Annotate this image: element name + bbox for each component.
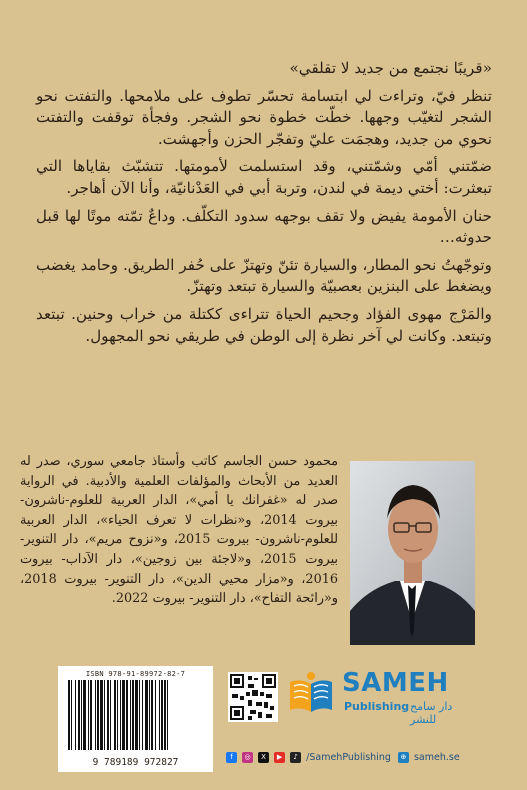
youtube-icon[interactable]: ▶ (274, 752, 285, 763)
excerpt-paragraph: والمَرْج مهوى الفؤاد وجحيم الحياة تتراءى ككتلة من خراب وحنين. تبتعد وتبتعد. وكانت لي آخر نظرة إلى الوطن في طريقي نحو المجهول. (36, 304, 492, 345)
instagram-icon[interactable]: ◎ (242, 752, 253, 763)
author-bio: محمود حسن الجاسم كاتب وأستاذ جامعي سوري، صدر له العديد من الأبحاث والمؤلفات العلمية والأدبية. في الرواية صدر له «غفرانك يا أمي»، الدار العربية للعلوم-ناشرون- بيروت 2014، و«نظرات لا تعرف الحياء»، الدار العربية للعلوم-ناشرون- بيروت 2015، و«نزوح مريم»، دار التنوير- بيروت 2015، و«لاجئة بين زوجين»، دار الآداب- بيروت 2016، و«مزار محيي الدين»، دار التنوير- بيروت 2018، و«رائحة التفاح»، دار التنوير- بيروت 2022. (20, 454, 338, 607)
excerpt-paragraph: حنان الأمومة يفيض ولا تقف بوجهه سدود التكلّف. وداعٌ تمّته موتًا لها قبل حدوثه… (36, 206, 492, 247)
globe-icon: ⊕ (398, 752, 409, 763)
isbn-barcode (58, 666, 213, 772)
excerpt-paragraph: ضمّتني أمّي وشمّتني، وقد استسلمت لأمومتها. تتشبّث بقاياها التي تبعثرت: أختي ديمة في لندن، وتربة أبي في العَدْنانيّة، وأنا الآن أهاجر. (36, 157, 492, 197)
book-excerpt (36, 58, 492, 353)
excerpt-paragraph: وتوجّهتُ نحو المطار، والسيارة تئنّ وتهتزّ على حُفر الطريق. وحامد يغضب ويضغط على البنزين بعصبيّة والسيارة تبتعد وتهتزّ. (36, 255, 492, 296)
author-photo (350, 461, 475, 645)
publisher-name: SAMEH (342, 668, 449, 698)
qr-code[interactable] (228, 672, 278, 722)
tiktok-icon[interactable]: ♪ (290, 752, 301, 763)
excerpt-paragraph: تنظر فيّ، وتراءت لي ابتسامة تحسّر تطوف على ملامحها. والتفتت نحو الشجر لتغيّب وجهها. خطّت خطوة نحو الشجر. وفجأة توقفت والتفتت نحوي من جديد، وهجمَت عليّ وتفجّر الحزن وأجهشت. (36, 86, 492, 148)
facebook-icon[interactable]: f (226, 752, 237, 763)
excerpt-paragraph: «قريبًا نجتمع من جديد لا تقلقي» (289, 59, 492, 77)
barcode-bars (68, 680, 203, 750)
open-book-icon (286, 670, 336, 716)
x-icon[interactable]: X (258, 752, 269, 763)
isbn-label: ISBN 978-91-89972-82-7 (85, 670, 186, 678)
website-link[interactable]: sameh.se (413, 752, 460, 763)
barcode-digits: 9 789189 972827 (92, 757, 179, 768)
author-portrait-image (350, 461, 475, 645)
social-handle[interactable]: /SamehPublishing (306, 752, 391, 763)
publisher-arabic-name: دار سامح للنشر (410, 700, 453, 726)
publisher-sub: Publishing (344, 700, 410, 713)
social-links (226, 752, 476, 768)
publisher-logo[interactable] (286, 670, 470, 725)
publisher-bar (58, 666, 470, 774)
